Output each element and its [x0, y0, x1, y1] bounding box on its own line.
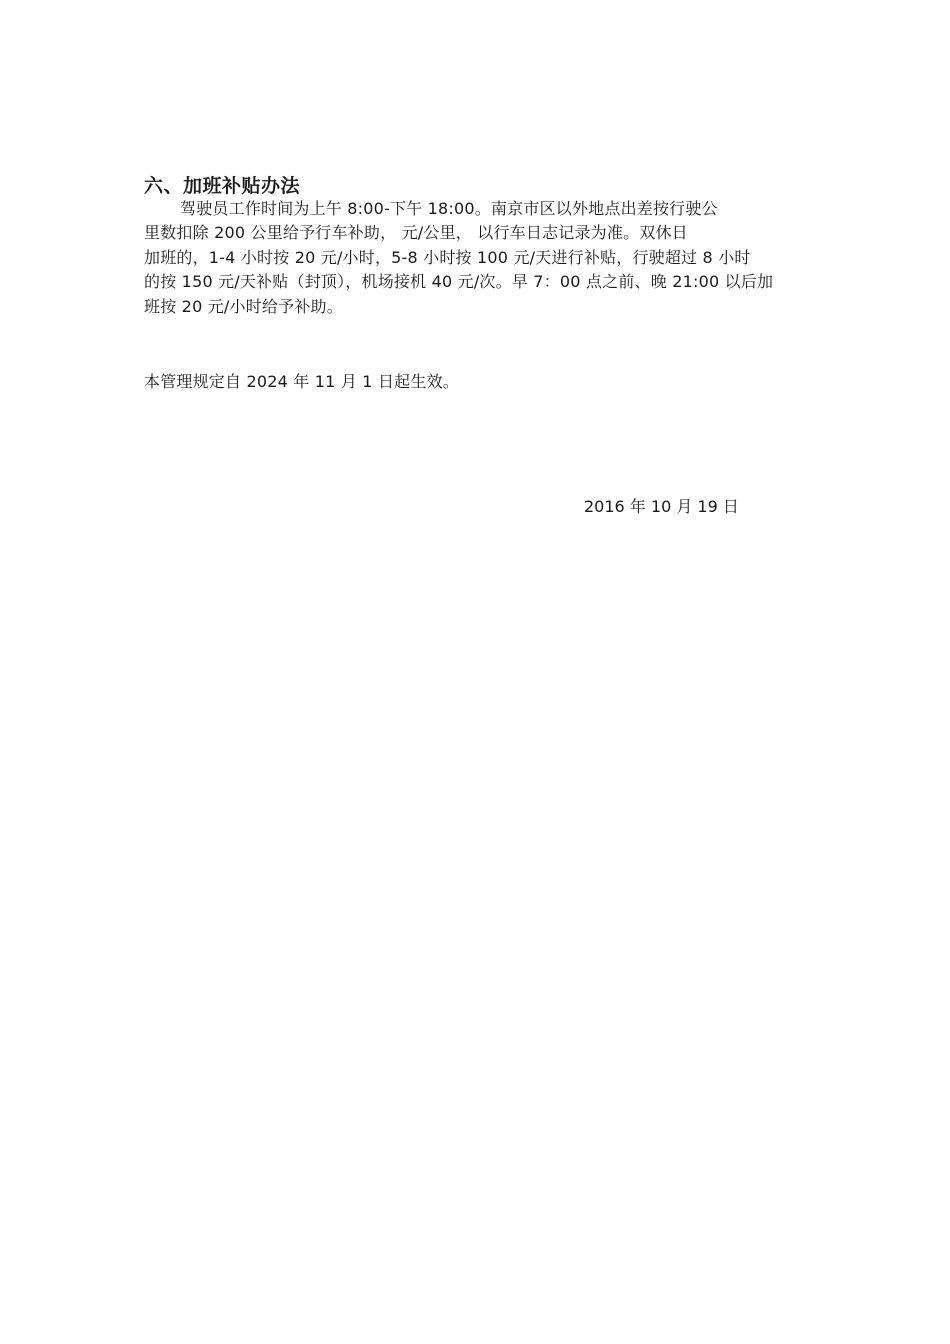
paragraph-line-1: 驾驶员工作时间为上午 8:00-下午 18:00。南京市区以外地点出差按行驶公 — [180, 199, 718, 218]
paragraph-line-2: 里数扣除 200 公里给予行车补助， 元/公里， 以行车日志记录为准。双休日 — [144, 223, 688, 242]
signature-date: 2016 年 10 月 19 日 — [584, 497, 739, 516]
paragraph-line-5: 班按 20 元/小时给予补助。 — [144, 297, 343, 316]
paragraph-line-4: 的按 150 元/天补贴（封顶），机场接机 40 元/次。早 7：00 点之前、晚 21:00 以后加 — [144, 272, 774, 291]
paragraph-line-3: 加班的，1-4 小时按 20 元/小时，5-8 小时按 100 元/天进行补贴，行驶超过 8 小时 — [144, 248, 751, 267]
effective-date-statement: 本管理规定自 2024 年 11 月 1 日起生效。 — [144, 372, 459, 391]
section-heading: 六、加班补贴办法 — [144, 175, 301, 197]
